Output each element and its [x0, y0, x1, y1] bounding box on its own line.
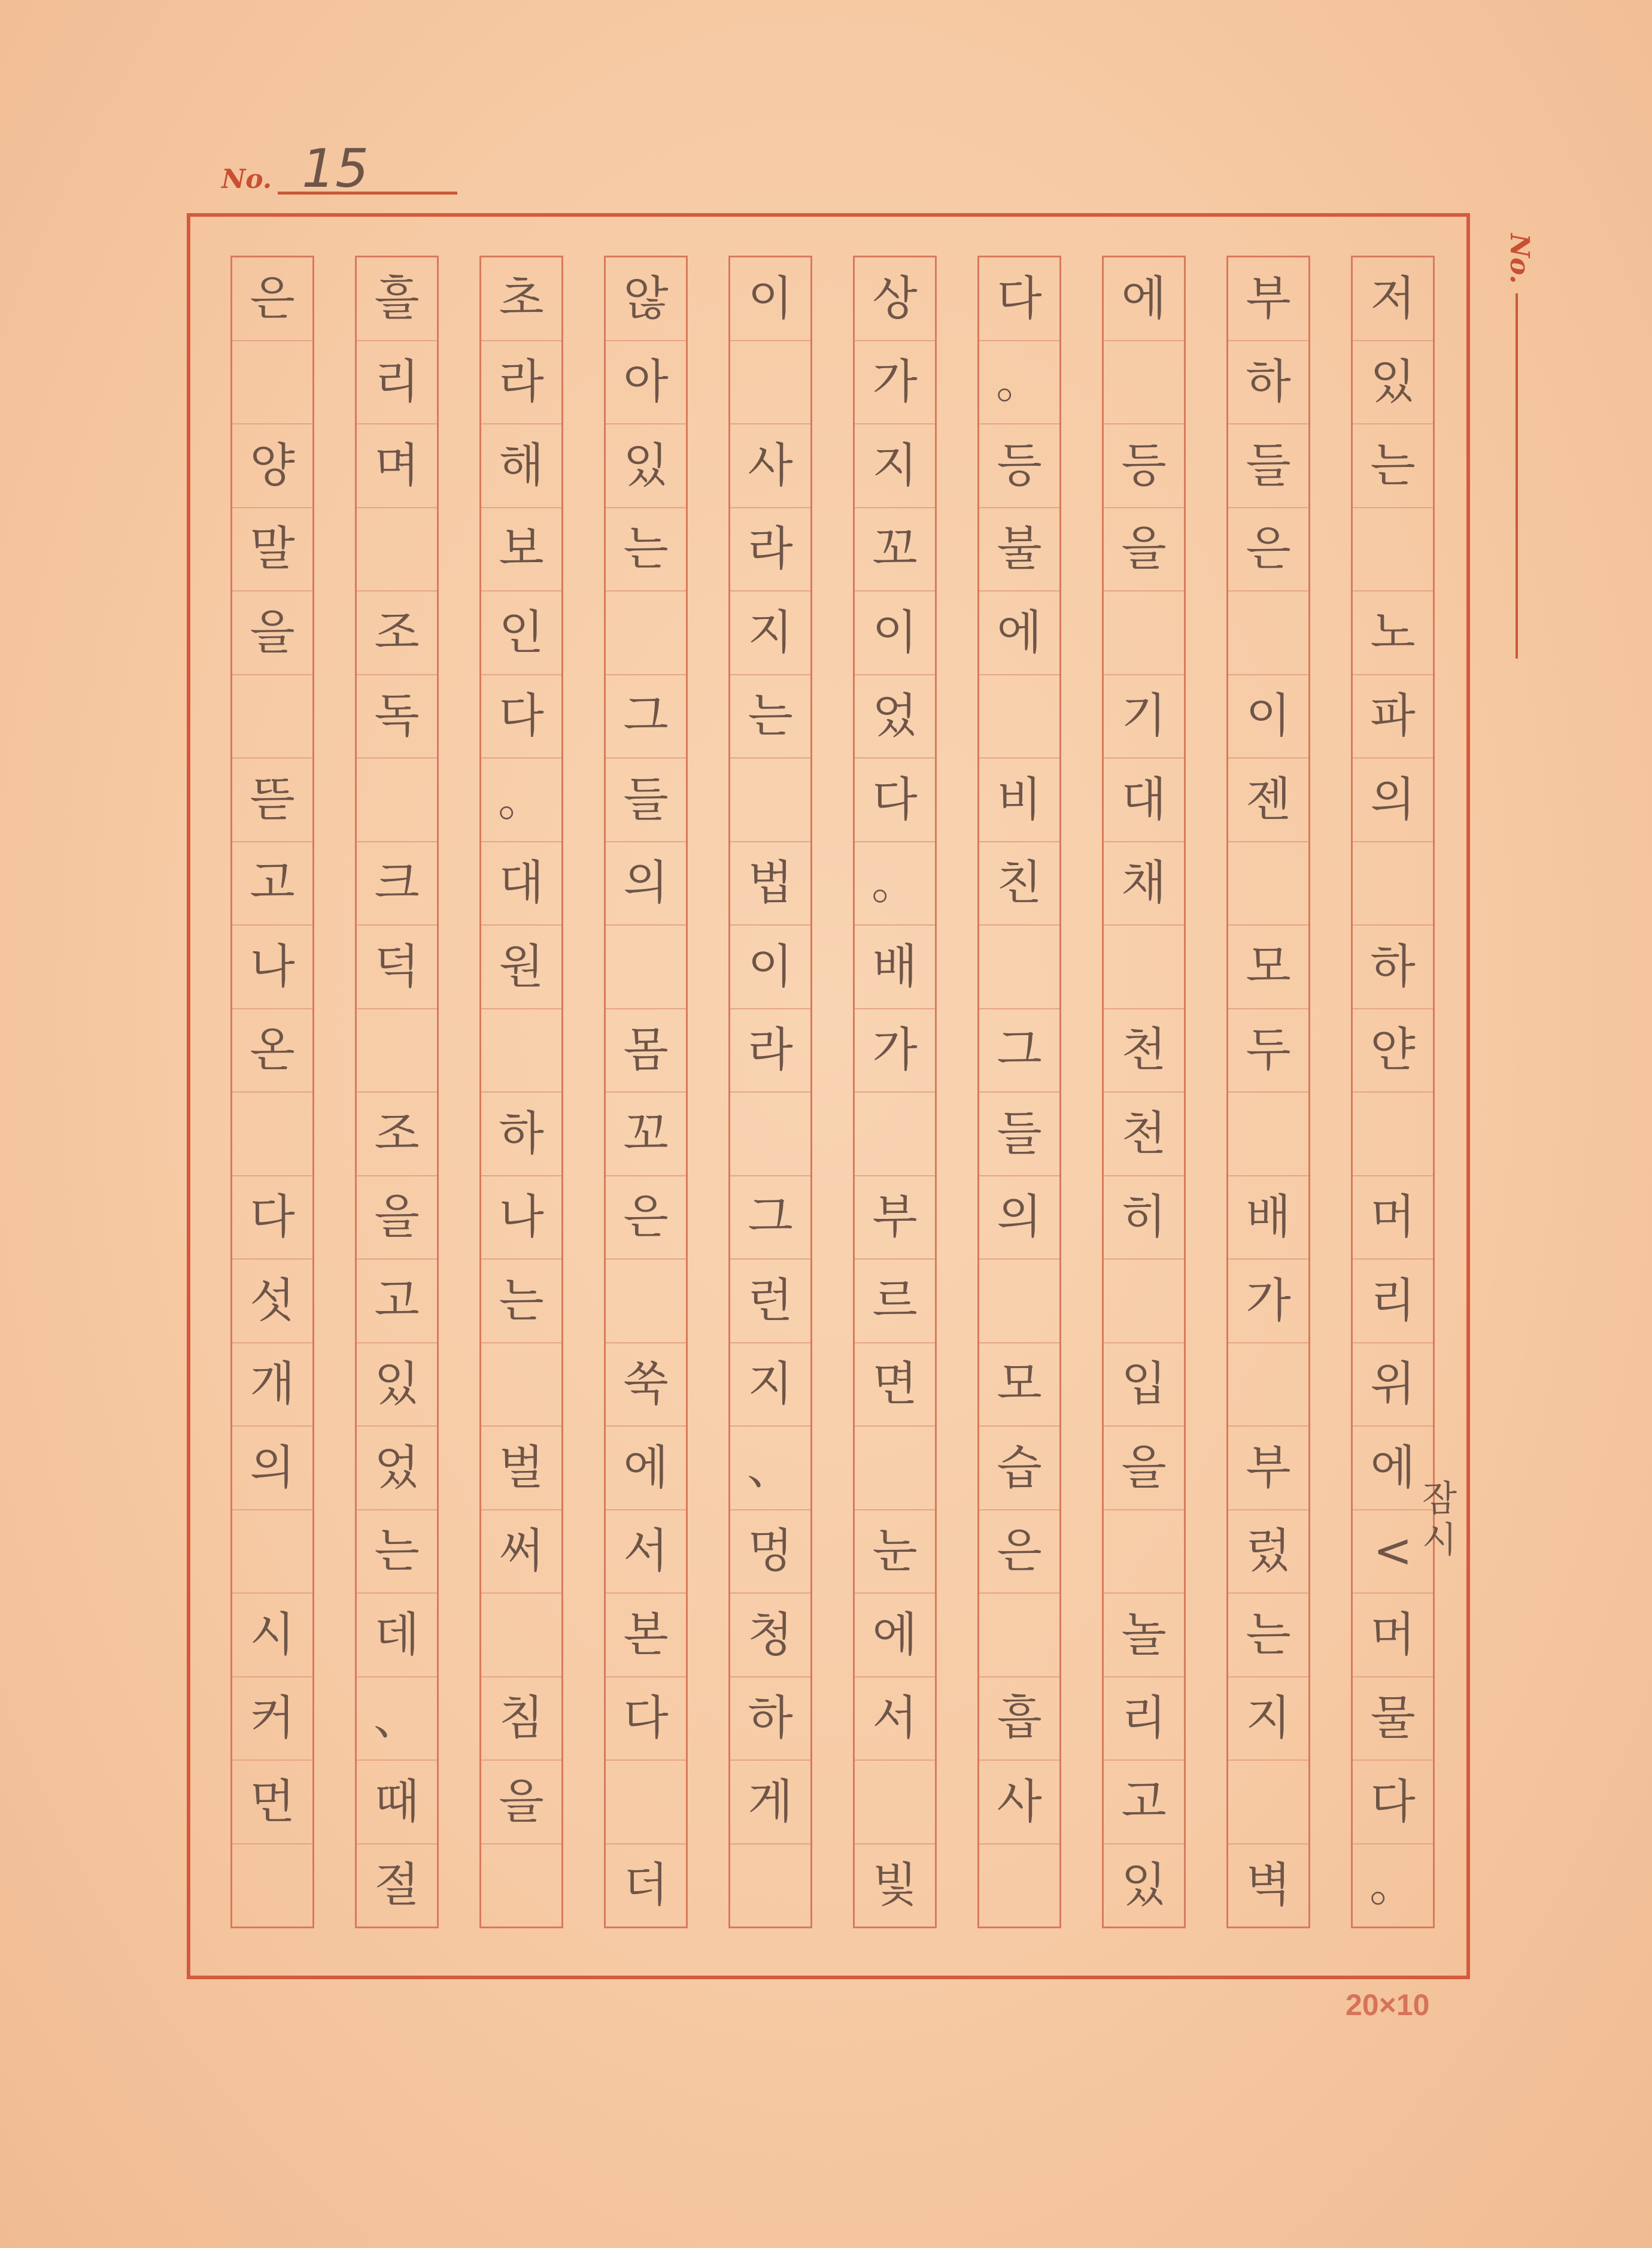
- grid-cell: 에: [1353, 1425, 1433, 1509]
- grid-cell: [730, 340, 810, 424]
- grid-cell: 하: [730, 1676, 810, 1760]
- grid-cell: 쑥: [606, 1342, 686, 1426]
- grid-cell: 은: [606, 1175, 686, 1259]
- grid-cell: 있: [1353, 340, 1433, 424]
- grid-cell: 에: [979, 590, 1059, 674]
- side-number-line: [1516, 293, 1518, 659]
- grid-cell: 는: [357, 1509, 437, 1593]
- grid-cell: 라: [730, 507, 810, 591]
- grid-cell: [357, 507, 437, 591]
- grid-cell: 。: [855, 841, 935, 925]
- grid-cell: 비: [979, 757, 1059, 841]
- grid-cell: 히: [1104, 1175, 1184, 1259]
- manuscript-column: [604, 256, 688, 1928]
- grid-cell: 등: [979, 423, 1059, 507]
- grid-cell: 다: [1353, 1759, 1433, 1843]
- grid-cell: 런: [730, 1258, 810, 1342]
- grid-cell: [855, 1759, 935, 1843]
- grid-cell: 채: [1104, 841, 1184, 925]
- grid-cell: 대: [481, 841, 561, 925]
- manuscript-column: [230, 256, 314, 1928]
- grid-cell: 가: [855, 1008, 935, 1092]
- grid-cell: 배: [855, 924, 935, 1008]
- grid-cell: 대: [1104, 757, 1184, 841]
- grid-cell: 천: [1104, 1008, 1184, 1092]
- grid-cell: 이: [1228, 674, 1308, 758]
- grid-cell: 부: [1228, 256, 1308, 340]
- grid-cell: 는: [606, 507, 686, 591]
- grid-cell: 얀: [1353, 1008, 1433, 1092]
- grid-cell: 지: [1228, 1676, 1308, 1760]
- grid-cell: 리: [357, 340, 437, 424]
- manuscript-grid: [230, 256, 1435, 1928]
- grid-cell: 라: [730, 1008, 810, 1092]
- page-number: [221, 138, 457, 199]
- grid-cell: 게: [730, 1759, 810, 1843]
- side-number-label: [1496, 227, 1538, 431]
- margin-note-char: 잠: [1422, 1478, 1457, 1520]
- grid-cell: 서: [606, 1509, 686, 1593]
- grid-cell: 등: [1104, 423, 1184, 507]
- grid-cell: [481, 1843, 561, 1929]
- manuscript-column: [1226, 256, 1310, 1928]
- grid-cell: [357, 1008, 437, 1092]
- grid-cell: 들: [979, 1091, 1059, 1175]
- grid-cell: 뜯: [232, 757, 312, 841]
- grid-cell: 하: [1353, 924, 1433, 1008]
- grid-size-label: 20×10: [1346, 1988, 1430, 2022]
- grid-cell: 본: [606, 1592, 686, 1676]
- grid-cell: 꼬: [606, 1091, 686, 1175]
- grid-cell: 는: [1353, 423, 1433, 507]
- grid-cell: 놀: [1104, 1592, 1184, 1676]
- grid-cell: [730, 1843, 810, 1929]
- grid-cell: 에: [855, 1592, 935, 1676]
- grid-cell: 벽: [1228, 1843, 1308, 1929]
- grid-cell: 。: [979, 340, 1059, 424]
- grid-cell: 절: [357, 1843, 437, 1929]
- manuscript-column: [479, 256, 563, 1928]
- grid-cell: 있: [1104, 1843, 1184, 1929]
- grid-cell: [979, 1258, 1059, 1342]
- grid-cell: [1353, 1091, 1433, 1175]
- grid-cell: [979, 1843, 1059, 1929]
- grid-cell: 。: [1353, 1843, 1433, 1929]
- grid-cell: [606, 924, 686, 1008]
- grid-cell: 나: [232, 924, 312, 1008]
- grid-cell: 며: [357, 423, 437, 507]
- grid-cell: 르: [855, 1258, 935, 1342]
- grid-cell: [1228, 1091, 1308, 1175]
- grid-cell: 、: [357, 1676, 437, 1760]
- page-number-value: 15: [302, 138, 369, 199]
- grid-cell: [1104, 1258, 1184, 1342]
- grid-cell: [855, 1425, 935, 1509]
- grid-cell: [606, 1258, 686, 1342]
- grid-cell: [979, 674, 1059, 758]
- grid-cell: 다: [232, 1175, 312, 1259]
- grid-cell: 해: [481, 423, 561, 507]
- grid-cell: 사: [730, 423, 810, 507]
- grid-cell: 나: [481, 1175, 561, 1259]
- grid-cell: 데: [357, 1592, 437, 1676]
- manuscript-column: [977, 256, 1061, 1928]
- grid-cell: 고: [232, 841, 312, 925]
- grid-cell: 고: [357, 1258, 437, 1342]
- grid-cell: 상: [855, 256, 935, 340]
- grid-cell: 온: [232, 1008, 312, 1092]
- grid-cell: 위: [1353, 1342, 1433, 1426]
- grid-cell: [606, 590, 686, 674]
- grid-cell: 말: [232, 507, 312, 591]
- grid-cell: [730, 1091, 810, 1175]
- grid-cell: [730, 757, 810, 841]
- grid-cell: 저: [1353, 256, 1433, 340]
- grid-cell: 의: [232, 1425, 312, 1509]
- grid-cell: 다: [481, 674, 561, 758]
- grid-cell: 었: [357, 1425, 437, 1509]
- grid-cell: 가: [855, 340, 935, 424]
- grid-cell: 그: [979, 1008, 1059, 1092]
- grid-cell: 더: [606, 1843, 686, 1929]
- grid-cell: 지: [730, 1342, 810, 1426]
- grid-cell: 빛: [855, 1843, 935, 1929]
- grid-cell: 에: [606, 1425, 686, 1509]
- grid-cell: 습: [979, 1425, 1059, 1509]
- grid-cell: 먼: [232, 1759, 312, 1843]
- grid-cell: 써: [481, 1509, 561, 1593]
- grid-cell: 파: [1353, 674, 1433, 758]
- grid-cell: 지: [730, 590, 810, 674]
- grid-cell: 다: [855, 757, 935, 841]
- grid-cell: [481, 1342, 561, 1426]
- grid-cell: [979, 924, 1059, 1008]
- grid-cell: 모: [979, 1342, 1059, 1426]
- grid-cell: 흡: [979, 1676, 1059, 1760]
- margin-note: [1416, 1479, 1463, 1561]
- grid-cell: [1353, 507, 1433, 591]
- grid-cell: 는: [1228, 1592, 1308, 1676]
- grid-cell: 모: [1228, 924, 1308, 1008]
- grid-cell: 。: [481, 757, 561, 841]
- grid-cell: [232, 1091, 312, 1175]
- grid-cell: 은: [232, 256, 312, 340]
- grid-cell: [1228, 841, 1308, 925]
- grid-cell: 천: [1104, 1091, 1184, 1175]
- grid-cell: 이: [730, 256, 810, 340]
- grid-cell: 、: [730, 1425, 810, 1509]
- grid-cell: [357, 757, 437, 841]
- grid-cell: 었: [855, 674, 935, 758]
- grid-cell: [1228, 1342, 1308, 1426]
- grid-cell: 들: [606, 757, 686, 841]
- grid-cell: 을: [481, 1759, 561, 1843]
- grid-cell: 머: [1353, 1592, 1433, 1676]
- grid-cell: 을: [1104, 1425, 1184, 1509]
- grid-cell: [232, 1843, 312, 1929]
- grid-cell: 아: [606, 340, 686, 424]
- margin-note-char: 시: [1422, 1519, 1457, 1561]
- page-number-line: [278, 138, 457, 199]
- grid-cell: 젠: [1228, 757, 1308, 841]
- grid-cell: 법: [730, 841, 810, 925]
- grid-cell: 시: [232, 1592, 312, 1676]
- grid-cell: [855, 1091, 935, 1175]
- grid-cell: 청: [730, 1592, 810, 1676]
- grid-cell: [1353, 841, 1433, 925]
- page-number-prefix: No.: [221, 164, 272, 195]
- grid-cell: [481, 1592, 561, 1676]
- grid-cell: 면: [855, 1342, 935, 1426]
- grid-cell: [1104, 340, 1184, 424]
- grid-cell: [979, 1592, 1059, 1676]
- grid-cell: 을: [1104, 507, 1184, 591]
- grid-cell: 침: [481, 1676, 561, 1760]
- grid-cell: 하: [481, 1091, 561, 1175]
- grid-cell: 는: [481, 1258, 561, 1342]
- grid-cell: 섯: [232, 1258, 312, 1342]
- grid-cell: 두: [1228, 1008, 1308, 1092]
- grid-cell: 인: [481, 590, 561, 674]
- grid-cell: 부: [1228, 1425, 1308, 1509]
- grid-cell: 은: [1228, 507, 1308, 591]
- grid-cell: 하: [1228, 340, 1308, 424]
- grid-cell: 독: [357, 674, 437, 758]
- grid-cell: 은: [979, 1509, 1059, 1593]
- grid-cell: 라: [481, 340, 561, 424]
- grid-cell: 그: [730, 1175, 810, 1259]
- grid-cell: 머: [1353, 1175, 1433, 1259]
- grid-cell: 고: [1104, 1759, 1184, 1843]
- manuscript-column: [1351, 256, 1435, 1928]
- grid-cell: 배: [1228, 1175, 1308, 1259]
- manuscript-column: [1102, 256, 1186, 1928]
- grid-cell: 있: [357, 1342, 437, 1426]
- grid-cell: 지: [855, 423, 935, 507]
- grid-cell: 의: [1353, 757, 1433, 841]
- grid-cell: 꼬: [855, 507, 935, 591]
- grid-cell: 이: [730, 924, 810, 1008]
- grid-cell: [481, 1008, 561, 1092]
- grid-cell: [232, 340, 312, 424]
- grid-cell: 친: [979, 841, 1059, 925]
- grid-cell: 흘: [357, 256, 437, 340]
- grid-cell: 원: [481, 924, 561, 1008]
- grid-cell: 리: [1353, 1258, 1433, 1342]
- grid-cell: 개: [232, 1342, 312, 1426]
- grid-cell: 때: [357, 1759, 437, 1843]
- grid-cell: 크: [357, 841, 437, 925]
- grid-cell: 리: [1104, 1676, 1184, 1760]
- grid-cell: 초: [481, 256, 561, 340]
- grid-cell: 에: [1104, 256, 1184, 340]
- grid-cell: 부: [855, 1175, 935, 1259]
- grid-cell: 그: [606, 674, 686, 758]
- manuscript-column: [728, 256, 812, 1928]
- grid-cell: 노: [1353, 590, 1433, 674]
- grid-cell: 을: [357, 1175, 437, 1259]
- grid-cell: 이: [855, 590, 935, 674]
- grid-cell: 서: [855, 1676, 935, 1760]
- grid-cell: 눈: [855, 1509, 935, 1593]
- grid-cell: 가: [1228, 1258, 1308, 1342]
- grid-cell: 의: [979, 1175, 1059, 1259]
- grid-cell: 있: [606, 423, 686, 507]
- grid-cell: 양: [232, 423, 312, 507]
- grid-cell: 사: [979, 1759, 1059, 1843]
- side-number-text: No.: [1504, 233, 1535, 284]
- grid-cell: [1104, 1509, 1184, 1593]
- manuscript-column: [853, 256, 937, 1928]
- grid-cell: 않: [606, 256, 686, 340]
- grid-cell: 덕: [357, 924, 437, 1008]
- grid-cell: [1104, 924, 1184, 1008]
- grid-cell: 입: [1104, 1342, 1184, 1426]
- grid-cell: [1228, 1759, 1308, 1843]
- grid-cell: 렀: [1228, 1509, 1308, 1593]
- grid-cell: [232, 1509, 312, 1593]
- grid-cell: 기: [1104, 674, 1184, 758]
- grid-cell: 보: [481, 507, 561, 591]
- grid-cell: 을: [232, 590, 312, 674]
- grid-cell: 벌: [481, 1425, 561, 1509]
- grid-cell: [1104, 590, 1184, 674]
- grid-cell: 조: [357, 1091, 437, 1175]
- grid-cell: 다: [606, 1676, 686, 1760]
- grid-cell: 커: [232, 1676, 312, 1760]
- grid-cell: 의: [606, 841, 686, 925]
- grid-cell: 물: [1353, 1676, 1433, 1760]
- manuscript-column: [355, 256, 439, 1928]
- grid-cell: 몸: [606, 1008, 686, 1092]
- grid-cell: [1228, 590, 1308, 674]
- grid-cell: 는: [730, 674, 810, 758]
- grid-cell: 들: [1228, 423, 1308, 507]
- grid-cell: [606, 1759, 686, 1843]
- grid-cell: 다: [979, 256, 1059, 340]
- grid-cell: 불: [979, 507, 1059, 591]
- grid-cell: <: [1353, 1509, 1433, 1593]
- grid-cell: 조: [357, 590, 437, 674]
- grid-cell: 멍: [730, 1509, 810, 1593]
- grid-cell: [232, 674, 312, 758]
